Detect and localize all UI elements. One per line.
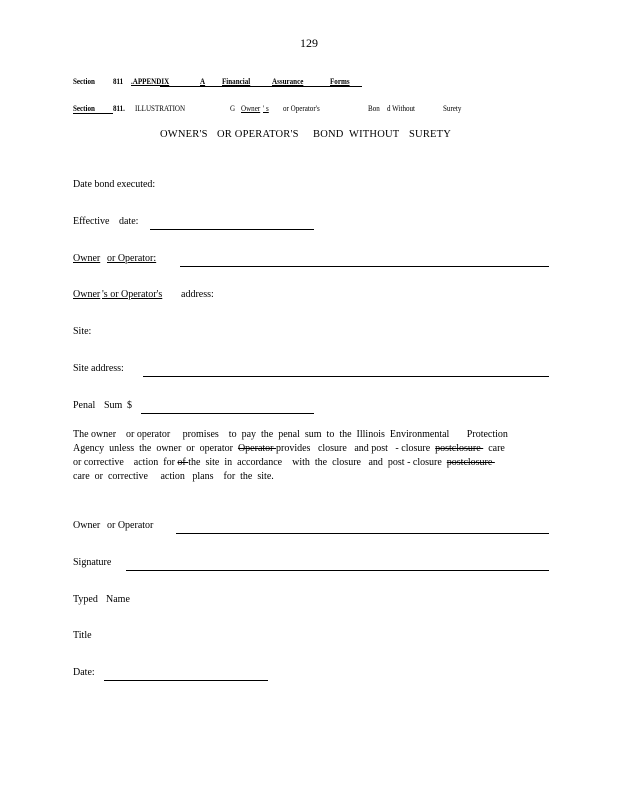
- form-title-or-operators: OR OPERATOR'S: [217, 129, 299, 140]
- sig-owner-label-2: or Operator: [107, 520, 154, 531]
- header2-d-without: d Without: [387, 103, 415, 113]
- effective-date-field[interactable]: [150, 229, 314, 230]
- header-assurance: Assurance: [272, 76, 304, 86]
- site-address-field[interactable]: [143, 376, 549, 377]
- owner-or-operator-field[interactable]: [180, 266, 549, 267]
- site-address-label: Site address:: [73, 363, 124, 374]
- owner-or-operator-label: Owner: [73, 253, 101, 264]
- bond-paragraph-line-1: The owner or operator promises to pay the penal sum to the Illinois Environmental Protection: [73, 429, 508, 440]
- para-line2-struck-postclosure: postclosure: [435, 443, 484, 454]
- para-line2-struck-operator: Operator: [237, 443, 276, 454]
- date-label: Date:: [73, 667, 95, 678]
- signature-field[interactable]: [126, 570, 549, 571]
- address-label-2: 's or Operator's: [102, 289, 163, 300]
- header-section-label: Section: [73, 76, 95, 86]
- owner-or-operator-label-2: or Operator:: [107, 253, 157, 264]
- sig-owner-field[interactable]: [176, 533, 549, 534]
- address-label: Owner: [73, 289, 101, 300]
- form-title-surety: SURETY: [409, 129, 452, 140]
- header2-section-number: 811.: [113, 103, 125, 113]
- para-line3-struck-of: of: [177, 457, 189, 468]
- para-line2-b: provides closure and post - closure: [276, 443, 436, 454]
- address-label-3: address:: [181, 289, 214, 300]
- header2-apostrophe: ' s: [263, 103, 269, 113]
- para-line2-a: Agency unless the owner or operator: [73, 443, 238, 454]
- penal-sum-label-2: Sum: [104, 400, 123, 411]
- typed-name-label: Typed: [73, 594, 98, 605]
- header2-or-operators: or Operator's: [283, 103, 320, 113]
- penal-sum-field[interactable]: [141, 413, 314, 414]
- penal-sum-label: Penal: [73, 400, 96, 411]
- signature-label: Signature: [73, 557, 112, 568]
- header-underline: [160, 86, 362, 87]
- header2-surety: Surety: [443, 103, 462, 113]
- date-bond-executed-label: Date bond executed:: [73, 179, 156, 190]
- header-appendix-letter: A: [200, 76, 206, 86]
- para-line3-a: or corrective action for: [73, 457, 178, 468]
- header2-bond: Bon: [368, 103, 380, 113]
- sig-owner-label: Owner: [73, 520, 101, 531]
- page-number: 129: [300, 36, 318, 50]
- header-forms: Forms: [330, 76, 350, 86]
- form-title-without: WITHOUT: [349, 129, 400, 140]
- date-field[interactable]: [104, 680, 268, 681]
- header-section-number: 811: [113, 76, 124, 86]
- header2-illustration: ILLUSTRATION: [135, 103, 186, 113]
- header2-owner: Owner: [241, 103, 261, 113]
- header2-section-label: Section: [73, 103, 95, 113]
- form-title-owners: OWNER'S: [160, 129, 208, 140]
- header2-section-underline: [73, 113, 113, 114]
- para-line3-b: the site in accordance with the closure and post - closure: [188, 457, 447, 468]
- form-title-bond: BOND: [313, 129, 344, 140]
- title-label: Title: [73, 630, 92, 641]
- typed-name-label-2: Name: [106, 594, 130, 605]
- site-label: Site:: [73, 326, 92, 337]
- effective-date-label-2: date:: [119, 216, 139, 227]
- header2-letter: G: [230, 103, 236, 113]
- header-appendix: .APPENDIX: [131, 76, 170, 86]
- para-line3-struck-postclosure: postclosure: [446, 457, 495, 468]
- header-financial: Financial: [222, 76, 251, 86]
- bond-paragraph-line-4: care or corrective action plans for the site.: [73, 471, 274, 482]
- para-line2-c: care: [483, 443, 505, 454]
- effective-date-label: Effective: [73, 216, 110, 227]
- bond-paragraph-line-3: [73, 456, 495, 470]
- bond-paragraph-line-2: [73, 442, 505, 456]
- penal-sum-dollar: $: [127, 400, 132, 411]
